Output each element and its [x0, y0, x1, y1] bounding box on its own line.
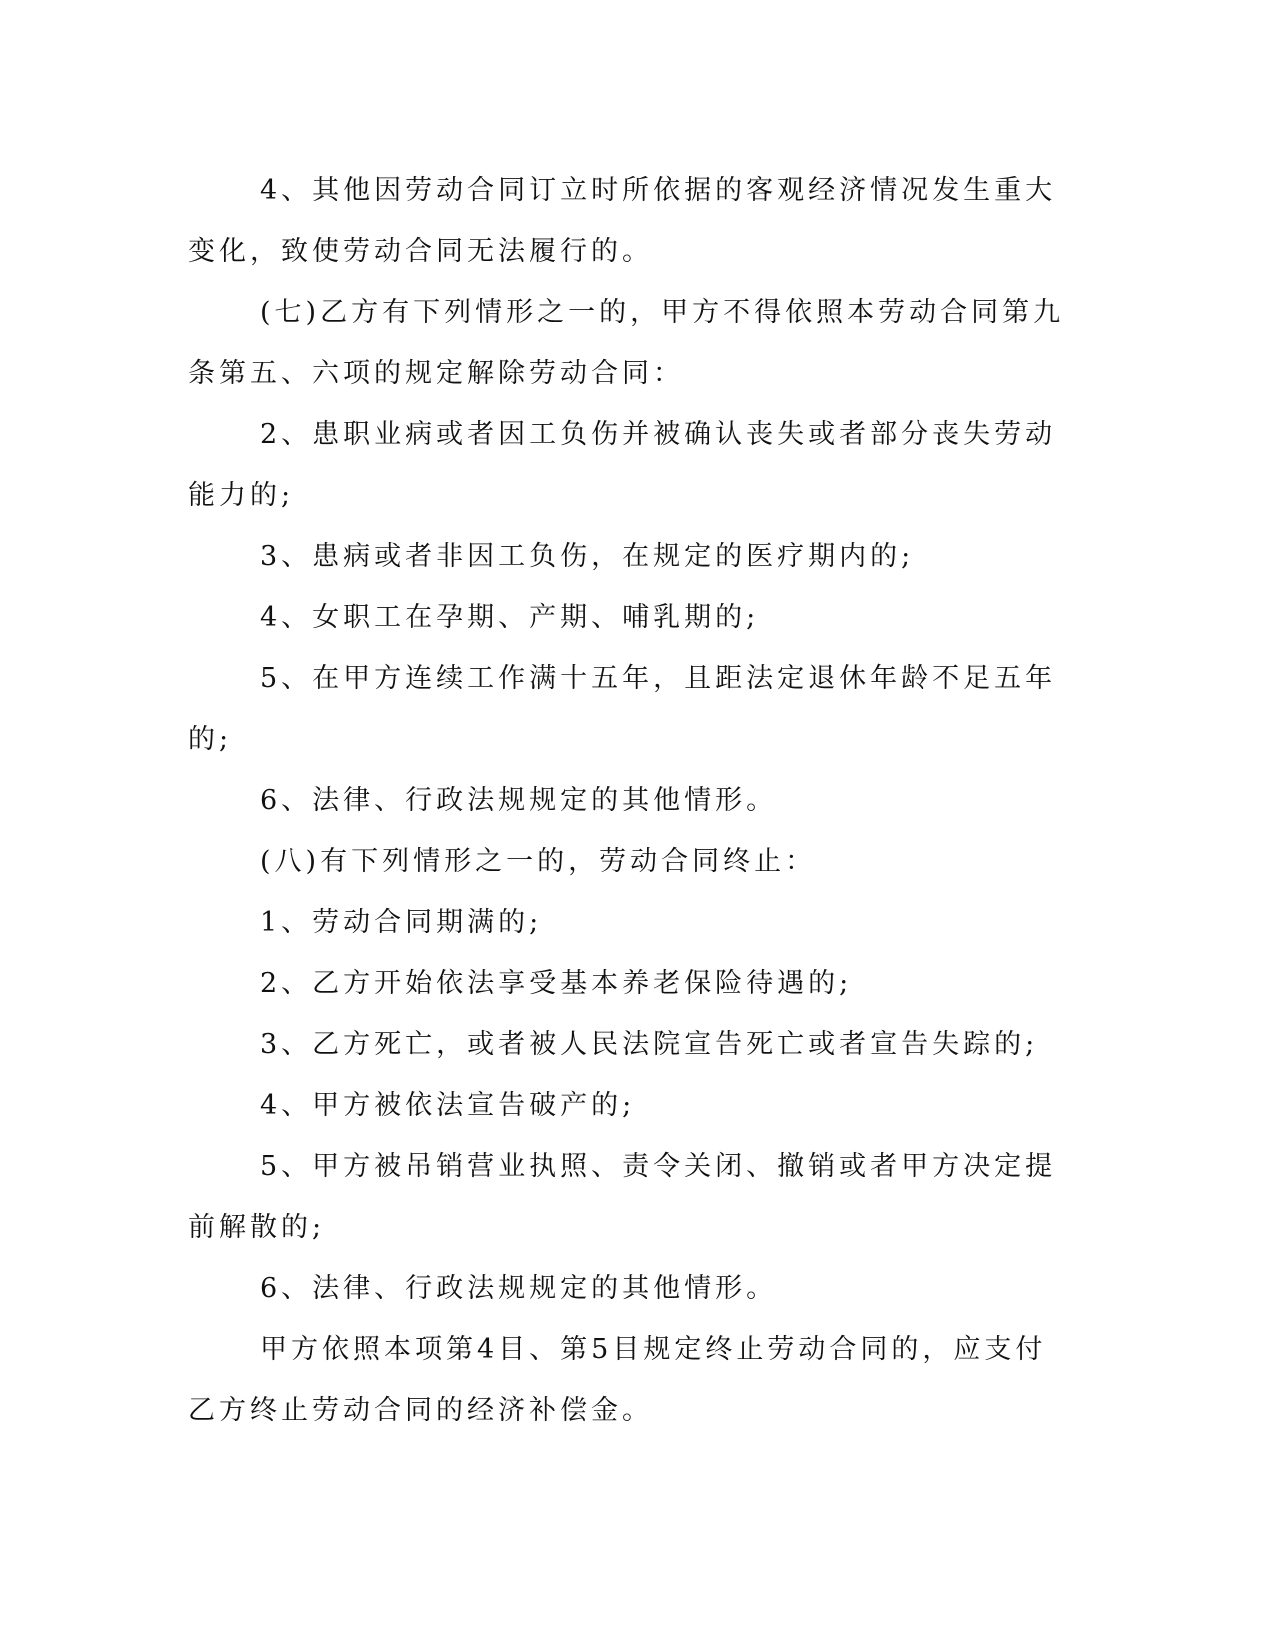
paragraph-section-8-heading: (八)有下列情形之一的，劳动合同终止：	[260, 846, 817, 877]
paragraph-item-4-economic-change: 4、其他因劳动合同订立时所依据的客观经济情况发生重大变化，致使劳动合同无法履行的。	[188, 175, 1057, 267]
document-body	[188, 160, 1068, 1441]
paragraph-compensation-note: 甲方依照本项第4目、第5目规定终止劳动合同的，应支付乙方终止劳动合同的经济补偿金。	[188, 1334, 1047, 1426]
paragraph-item-3-illness: 3、患病或者非因工负伤，在规定的医疗期内的;	[260, 541, 915, 572]
paragraph-section-7-heading: (七)乙方有下列情形之一的，甲方不得依照本劳动合同第九条第五、六项的规定解除劳动合同：	[188, 297, 1065, 389]
paragraph-item-3-death: 3、乙方死亡，或者被人民法院宣告死亡或者宣告失踪的;	[260, 1029, 1039, 1060]
paragraph-item-6-other-cases: 6、法律、行政法规规定的其他情形。	[260, 785, 778, 816]
paragraph-item-1-term-expired: 1、劳动合同期满的;	[260, 907, 543, 938]
paragraph-item-5-fifteen-years: 5、在甲方连续工作满十五年，且距法定退休年龄不足五年的;	[188, 663, 1057, 755]
paragraph-item-6-other-cases-2: 6、法律、行政法规规定的其他情形。	[260, 1273, 778, 1304]
paragraph-item-5-license-revoked: 5、甲方被吊销营业执照、责令关闭、撤销或者甲方决定提前解散的;	[188, 1151, 1057, 1243]
paragraph-item-4-bankruptcy: 4、甲方被依法宣告破产的;	[260, 1090, 636, 1121]
paragraph-item-2-pension: 2、乙方开始依法享受基本养老保险待遇的;	[260, 968, 853, 999]
paragraph-item-4-pregnancy: 4、女职工在孕期、产期、哺乳期的;	[260, 602, 760, 633]
paragraph-item-2-occupational-disease: 2、患职业病或者因工负伤并被确认丧失或者部分丧失劳动能力的;	[188, 419, 1057, 511]
